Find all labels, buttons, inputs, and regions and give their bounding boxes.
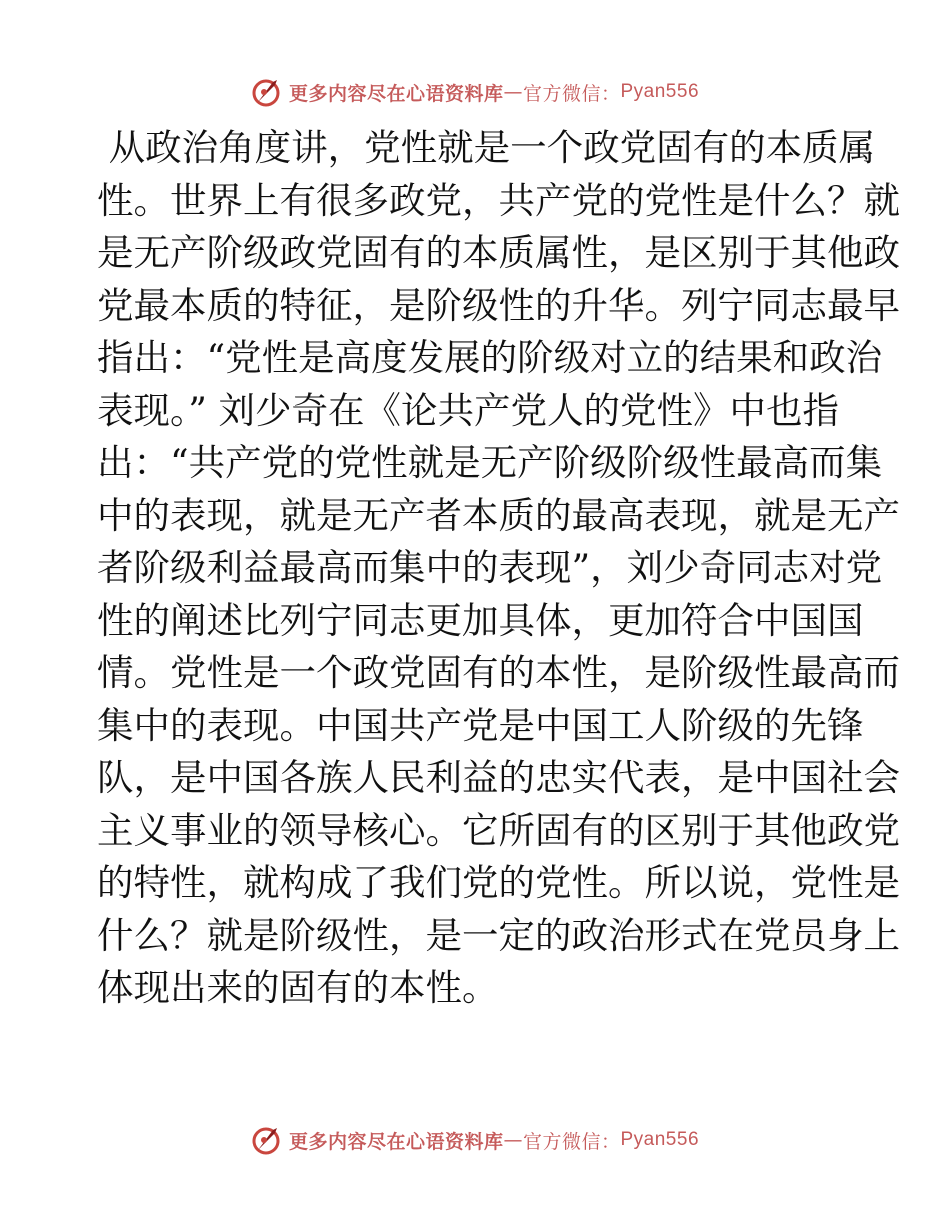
text-line: 体现出来的固有的本性。 (97, 966, 499, 1009)
banner-separator: — (503, 1129, 523, 1151)
text-line: 指出：“党性是高度发展的阶级对立的结果和政治 (97, 336, 883, 379)
text-line: 队，是中国各族人民利益的忠实代表，是中国社会 (97, 756, 900, 799)
text-line: 党最本质的特征，是阶级性的升华。列宁同志最早 (97, 283, 900, 327)
text-line: 性的阐述比列宁同志更加具体，更加符合中国国 (97, 598, 864, 642)
text-line: 集中的表现。中国共产党是中国工人阶级的先锋 (97, 703, 864, 747)
text-line: 什么？就是阶级性，是一定的政治形式在党员身上 (97, 913, 900, 957)
text-line: 的特性，就构成了我们党的党性。所以说，党性是 (97, 861, 900, 904)
text-line: 者阶级利益最高而集中的表现”，刘少奇同志对党 (97, 546, 883, 589)
banner-title: 更多内容尽在心语资料库 (288, 82, 504, 105)
header-banner (0, 72, 950, 112)
banner-wechat-id: Pyan556 (620, 81, 700, 102)
quill-circle-icon (251, 76, 283, 108)
text-line: 中的表现，就是无产者本质的最高表现，就是无产 (97, 493, 900, 537)
banner-title: 更多内容尽在心语资料库 (288, 1130, 504, 1153)
text-line: 表现。” 刘少奇在《论共产党人的党性》中也指 (97, 388, 840, 432)
banner-wechat-label: 官方微信： (522, 82, 621, 105)
text-line: 是无产阶级政党固有的本质属性，是区别于其他政 (97, 231, 900, 274)
banner-wechat-label: 官方微信： (522, 1130, 621, 1153)
banner-wechat-id: Pyan556 (620, 1129, 700, 1150)
text-line: 出：“共产党的党性就是无产阶级阶级性最高而集 (97, 441, 883, 484)
text-line: 性。世界上有很多政党，共产党的党性是什么？就 (97, 178, 900, 222)
text-line: 主义事业的领导核心。它所固有的区别于其他政党 (97, 808, 900, 852)
text-line: 从政治角度讲，党性就是一个政党固有的本质属 (97, 126, 876, 169)
footer-banner (0, 1120, 950, 1160)
banner-separator: — (503, 81, 523, 103)
quill-circle-icon (251, 1124, 283, 1156)
body-text (97, 122, 900, 1015)
text-line: 情。党性是一个政党固有的本性，是阶级性最高而 (97, 651, 900, 694)
